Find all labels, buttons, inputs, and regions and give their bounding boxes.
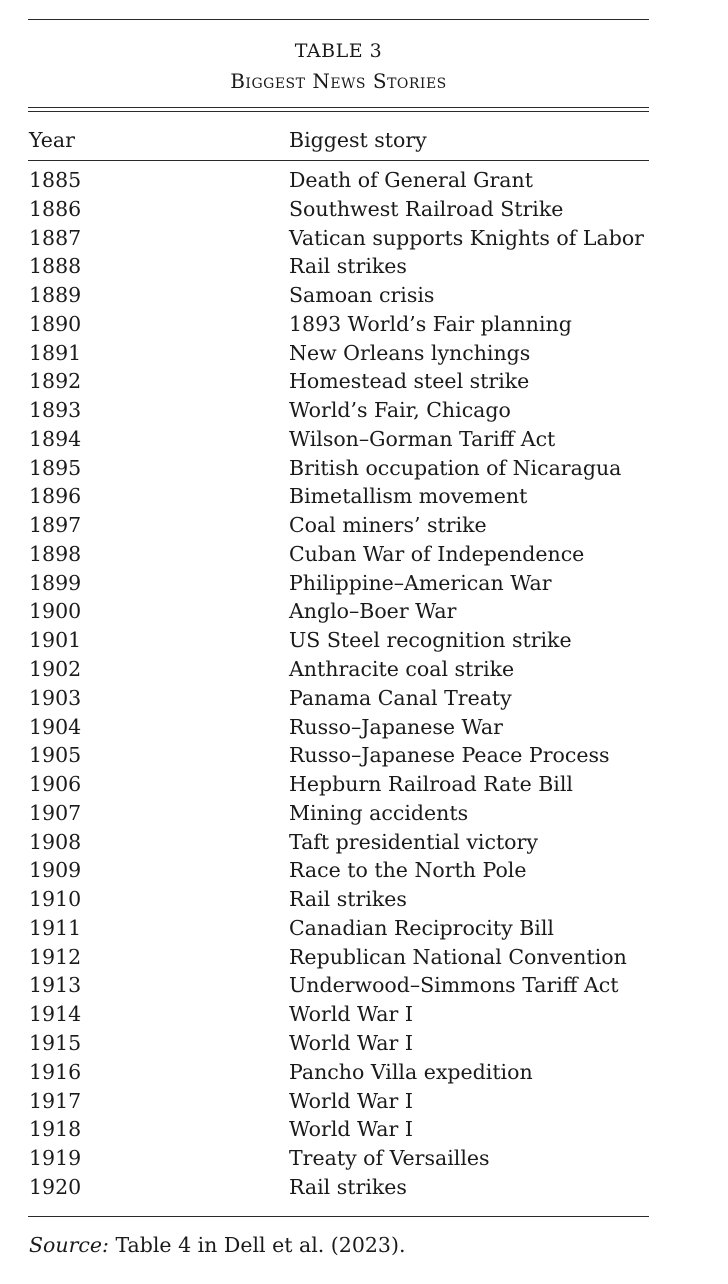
table-row (0, 1174, 728, 1203)
row-story: Rail strikes (289, 254, 407, 279)
row-year: 1897 (29, 513, 82, 538)
row-story: Mining accidents (289, 800, 469, 825)
table-row (0, 225, 728, 254)
row-story: Underwood–Simmons Tariff Act (289, 973, 619, 998)
table-row (0, 483, 728, 512)
table-row (0, 1030, 728, 1059)
row-story: Bimetallism movement (289, 484, 528, 509)
row-year: 1918 (29, 1117, 82, 1142)
row-year: 1899 (29, 570, 82, 595)
table-row (0, 915, 728, 944)
row-story: World’s Fair, Chicago (289, 398, 511, 423)
table-row (0, 944, 728, 973)
row-year: 1904 (29, 714, 82, 739)
row-story: Pancho Villa expedition (289, 1059, 533, 1084)
row-year: 1911 (29, 915, 82, 940)
row-story: Race to the North Pole (289, 858, 527, 883)
row-story: US Steel recognition strike (289, 628, 572, 653)
table-row (0, 196, 728, 225)
row-story: Taft presidential victory (289, 829, 538, 854)
row-story: Philippine–American War (289, 570, 552, 595)
row-year: 1896 (29, 484, 82, 509)
table-row (0, 972, 728, 1001)
table-row (0, 1059, 728, 1088)
row-year: 1888 (29, 254, 82, 279)
row-year: 1906 (29, 772, 82, 797)
row-year: 1905 (29, 743, 82, 768)
table-row (0, 829, 728, 858)
row-year: 1909 (29, 858, 82, 883)
row-story: World War I (289, 1002, 413, 1027)
table-label: TABLE 3 (294, 40, 383, 62)
row-year: 1887 (29, 225, 82, 250)
row-story: Russo–Japanese Peace Process (289, 743, 610, 768)
row-story: Homestead steel strike (289, 369, 530, 394)
row-year: 1902 (29, 657, 82, 682)
top-rule (28, 19, 649, 20)
row-story: Republican National Convention (289, 944, 627, 969)
row-story: Panama Canal Treaty (289, 685, 512, 710)
row-year: 1898 (29, 541, 82, 566)
table-row (0, 771, 728, 800)
table-row (0, 742, 728, 771)
table-row (0, 397, 728, 426)
header-double-rule-top (28, 107, 649, 108)
row-story: Canadian Reciprocity Bill (289, 915, 554, 940)
row-year: 1892 (29, 369, 82, 394)
row-year: 1901 (29, 628, 82, 653)
table-row (0, 1001, 728, 1030)
row-story: Treaty of Versailles (289, 1146, 490, 1171)
table-row (0, 685, 728, 714)
column-header-story: Biggest story (289, 128, 427, 152)
row-story: Rail strikes (289, 887, 407, 912)
table-row (0, 253, 728, 282)
row-story: World War I (289, 1088, 413, 1113)
column-header-year: Year (29, 128, 75, 152)
row-story: British occupation of Nicaragua (289, 455, 622, 480)
row-year: 1903 (29, 685, 82, 710)
row-year: 1915 (29, 1030, 82, 1055)
row-year: 1912 (29, 944, 82, 969)
row-year: 1917 (29, 1088, 82, 1113)
row-story: World War I (289, 1030, 413, 1055)
row-year: 1895 (29, 455, 82, 480)
source-label: Source: (29, 1233, 109, 1257)
row-year: 1885 (29, 168, 82, 192)
header-double-rule-bottom (28, 111, 649, 112)
table-row (0, 886, 728, 915)
table-row (0, 455, 728, 484)
row-story: Southwest Railroad Strike (289, 196, 564, 221)
source-text: Table 4 in Dell et al. (2023). (108, 1233, 406, 1257)
row-year: 1919 (29, 1146, 82, 1171)
row-story: Cuban War of Independence (289, 541, 585, 566)
row-year: 1914 (29, 1002, 82, 1027)
row-story: Russo–Japanese War (289, 714, 503, 739)
row-story: Samoan crisis (289, 283, 435, 308)
table-title: Biggest News Stories (230, 69, 447, 93)
table-row (0, 656, 728, 685)
row-year: 1893 (29, 398, 82, 423)
row-year: 1891 (29, 340, 82, 365)
row-year: 1907 (29, 800, 82, 825)
row-year: 1889 (29, 283, 82, 308)
source-note (29, 1233, 405, 1257)
row-year: 1900 (29, 599, 82, 624)
row-year: 1890 (29, 311, 82, 336)
row-story: Hepburn Railroad Rate Bill (289, 772, 573, 797)
row-story: Anglo–Boer War (289, 599, 457, 624)
header-bottom-rule (28, 160, 649, 161)
table-row (0, 598, 728, 627)
table-row (0, 1145, 728, 1174)
table-row (0, 167, 728, 196)
table-body (0, 167, 728, 1203)
table-row (0, 800, 728, 829)
row-year: 1894 (29, 426, 82, 451)
row-story: New Orleans lynchings (289, 340, 531, 365)
row-year: 1910 (29, 887, 82, 912)
row-year: 1908 (29, 829, 82, 854)
row-story: Wilson–Gorman Tariff Act (289, 426, 556, 451)
row-story: Coal miners’ strike (289, 513, 487, 538)
table-row (0, 368, 728, 397)
row-story: Anthracite coal strike (289, 657, 515, 682)
table-row (0, 282, 728, 311)
row-story: Rail strikes (289, 1174, 407, 1199)
table-row (0, 857, 728, 886)
table-row (0, 1088, 728, 1117)
row-story: Death of General Grant (289, 168, 533, 192)
row-story: Vatican supports Knights of Labor (289, 225, 644, 250)
table-row (0, 426, 728, 455)
row-year: 1916 (29, 1059, 82, 1084)
table-row (0, 627, 728, 656)
table-row (0, 570, 728, 599)
row-story: World War I (289, 1117, 413, 1142)
table-row (0, 311, 728, 340)
table-row (0, 714, 728, 743)
table-row (0, 1116, 728, 1145)
row-story: 1893 World’s Fair planning (289, 311, 572, 336)
bottom-rule (28, 1216, 649, 1217)
table-row (0, 340, 728, 369)
row-year: 1920 (29, 1174, 82, 1199)
row-year: 1886 (29, 196, 82, 221)
table-row (0, 512, 728, 541)
row-year: 1913 (29, 973, 82, 998)
table-row (0, 541, 728, 570)
